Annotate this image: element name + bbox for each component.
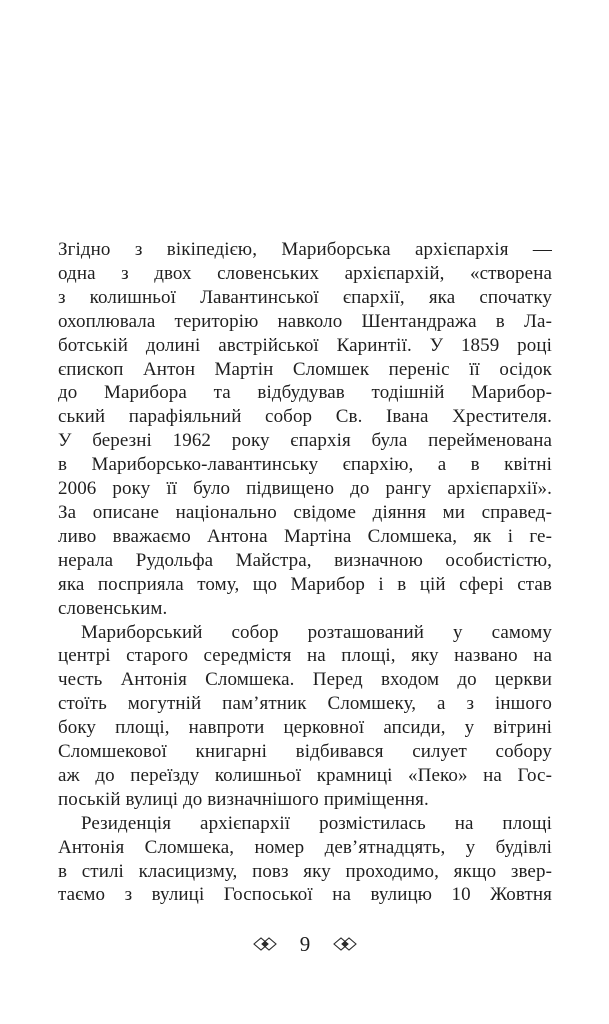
text-line: У березні 1962 року єпархія була перейменована (58, 430, 552, 452)
text-line: Резиденція архієпархії розмістилась на площі (81, 812, 552, 834)
text-line: ботській долині австрійської Каринтії. У 1859 році (58, 334, 552, 356)
text-line: 2006 року її було підвищено до рангу архієпархії». (58, 478, 552, 500)
text-line: до Марибора та відбудував тодішній Марибор- (58, 382, 552, 404)
text-line: в Мариборсько-лавантинську єпархію, а в квітні (58, 454, 552, 476)
text-line: Згідно з вікіпедією, Мариборська архієпархія — (58, 239, 552, 260)
text-line: таємо з вулиці Госпоської на вулицю 10 Жовтня (58, 884, 552, 906)
page-number: 9 (299, 932, 311, 956)
text-line: Мариборський собор розташований у самому (81, 621, 552, 643)
text-line: центрі старого середмістя на площі, яку названо на (58, 645, 552, 667)
text-line: з колишньої Лавантинської єпархії, яка спочатку (58, 286, 552, 308)
text-line: Сломшекової книгарні відбивався силует собору (58, 741, 552, 763)
text-line: аж до переїзду колишньої крамниці «Пеко» на Гос- (58, 764, 552, 786)
text-line: ський парафіяльний собор Св. Івана Хрестителя. (58, 406, 552, 428)
text-line: в стилі класицизму, повз яку проходимо, якщо звер- (58, 860, 552, 882)
text-line: охоплювала територію навколо Шентандража в Ла- (58, 310, 552, 332)
text-line: стоїть могутній пам’ятник Сломшеку, а з іншого (58, 693, 552, 715)
text-line: нерала Рудольфа Майстра, визначною особистістю, (58, 549, 552, 571)
text-line: одна з двох словенських архієпархій, «створена (58, 262, 552, 284)
page-footer (58, 931, 552, 957)
text-line: боку площі, навпроти церковної апсиди, у вітрині (58, 717, 552, 739)
text-line: єпископ Антон Мартін Сломшек переніс її осідок (58, 358, 552, 380)
page-text (58, 238, 552, 907)
text-line: Антонія Сломшека, номер дев’ятнадцять, у будівлі (58, 836, 552, 858)
text-line: яка посприяла тому, що Марибор і в цій сфері став (58, 573, 552, 595)
paragraph (58, 621, 552, 812)
paragraph (58, 238, 552, 621)
triple-diamond-ornament-left-icon (253, 937, 277, 951)
triple-diamond-ornament-right-icon (333, 937, 357, 951)
text-line: словенським. (58, 597, 168, 619)
paragraph (58, 812, 552, 908)
text-line: поській вулиці до визначнішого приміщення. (58, 788, 429, 810)
text-line: ливо вважаємо Антона Мартіна Сломшека, як і ге- (58, 525, 552, 547)
text-line: За описане національно свідоме діяння ми справед- (58, 501, 552, 523)
text-line: честь Антонія Сломшека. Перед входом до церкви (58, 669, 552, 691)
